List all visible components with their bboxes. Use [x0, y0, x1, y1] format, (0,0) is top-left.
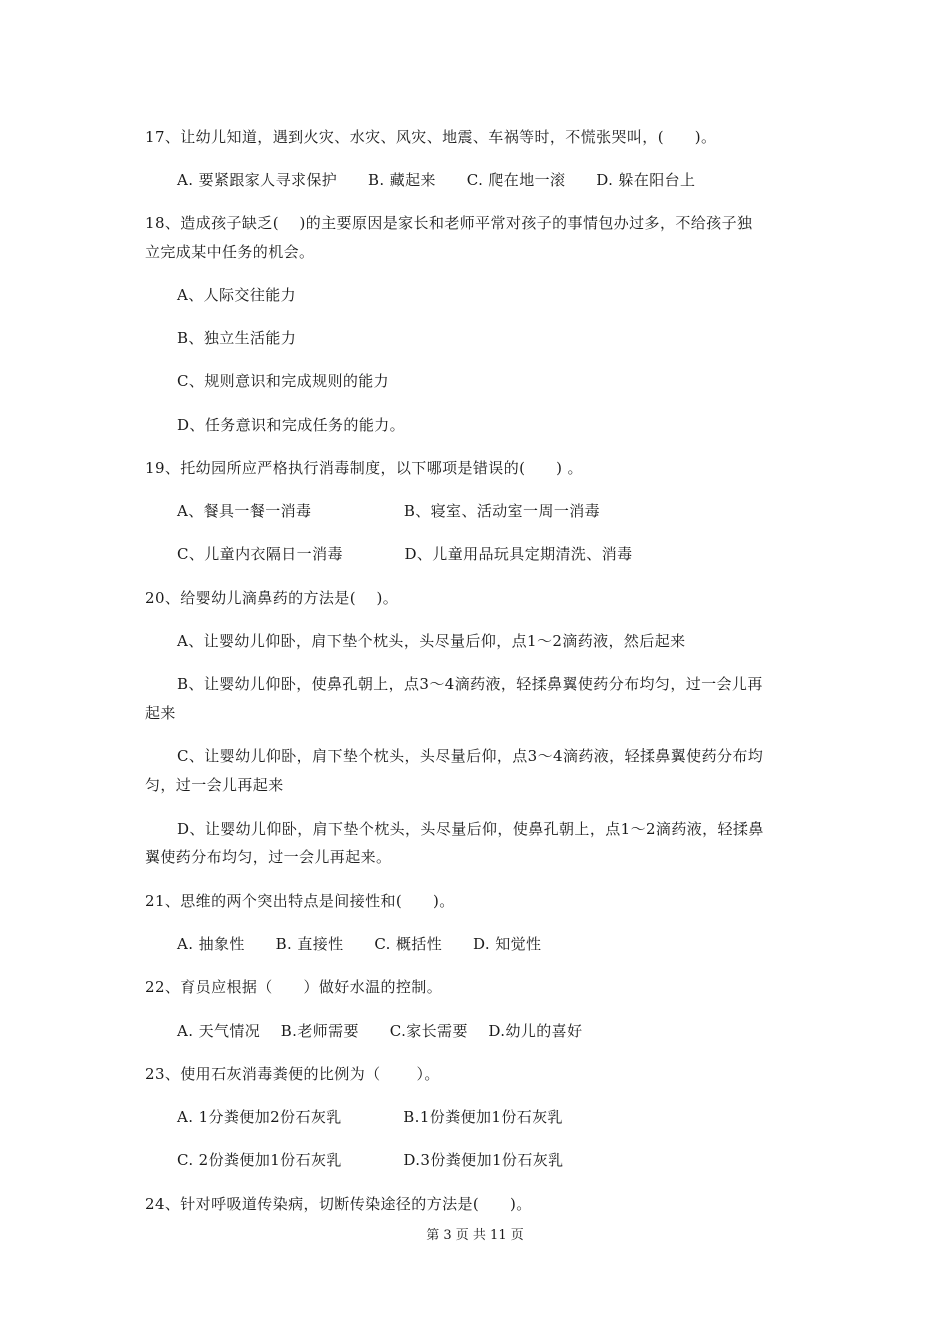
question-19-options-cd: C、儿童内衣隔日一消毒 D、儿童用品玩具定期清洗、消毒	[177, 545, 633, 563]
question-24-stem: 24、针对呼吸道传染病，切断传染途径的方法是( )。	[145, 1195, 532, 1213]
question-18-stem: 18、造成孩子缺乏( )的主要原因是家长和老师平常对孩子的事情包办过多，不给孩子独	[145, 214, 753, 232]
question-17-options: A. 要紧跟家人寻求保护 B. 藏起来 C. 爬在地一滚 D. 躲在阳台上	[177, 171, 696, 189]
question-23-stem: 23、使用石灰消毒粪便的比例为（ ）。	[145, 1065, 440, 1083]
question-20-option-b-cont: 起来	[145, 704, 176, 722]
question-23-options-ab: A. 1分粪便加2份石灰乳 B.1份粪便加1份石灰乳	[177, 1108, 563, 1126]
question-21-stem: 21、思维的两个突出特点是间接性和( )。	[145, 892, 455, 910]
page-footer: 第 3 页 共 11 页	[426, 1228, 524, 1243]
question-18-option-a: A、人际交往能力	[177, 286, 297, 304]
question-19-options-ab: A、餐具一餐一消毒 B、寝室、活动室一周一消毒	[177, 502, 601, 520]
question-18-option-b: B、独立生活能力	[177, 329, 297, 347]
question-23-options-cd: C. 2份粪便加1份石灰乳 D.3份粪便加1份石灰乳	[177, 1151, 564, 1169]
question-20-option-d-cont: 翼使药分布均匀，过一会儿再起来。	[145, 848, 392, 866]
question-20-option-d: D、让婴幼儿仰卧，肩下垫个枕头，头尽量后仰，使鼻孔朝上，点1～2滴药液，轻揉鼻	[177, 820, 764, 838]
question-22-options: A. 天气情况 B.老师需要 C.家长需要 D.幼儿的喜好	[177, 1022, 583, 1040]
question-20-stem: 20、给婴幼儿滴鼻药的方法是( )。	[145, 589, 399, 607]
question-21-options: A. 抽象性 B. 直接性 C. 概括性 D. 知觉性	[177, 935, 542, 953]
question-18-option-c: C、规则意识和完成规则的能力	[177, 372, 390, 390]
question-20-option-b: B、让婴幼儿仰卧，使鼻孔朝上，点3～4滴药液，轻揉鼻翼使药分布均匀，过一会儿再	[177, 675, 763, 693]
question-19-stem: 19、托幼园所应严格执行消毒制度，以下哪项是错误的( ) 。	[145, 459, 583, 477]
question-20-option-c-cont: 匀，过一会儿再起来	[145, 776, 284, 794]
question-20-option-a: A、让婴幼儿仰卧，肩下垫个枕头，头尽量后仰，点1～2滴药液，然后起来	[177, 632, 686, 650]
question-20-option-c: C、让婴幼儿仰卧，肩下垫个枕头，头尽量后仰，点3～4滴药液，轻揉鼻翼使药分布均	[177, 747, 764, 765]
question-18-stem-cont: 立完成某中任务的机会。	[145, 243, 315, 261]
question-22-stem: 22、育员应根据（ ）做好水温的控制。	[145, 978, 443, 996]
question-17-stem: 17、让幼儿知道，遇到火灾、水灾、风灾、地震、车祸等时，不慌张哭叫，( )。	[145, 128, 717, 146]
question-18-option-d: D、任务意识和完成任务的能力。	[177, 416, 406, 434]
